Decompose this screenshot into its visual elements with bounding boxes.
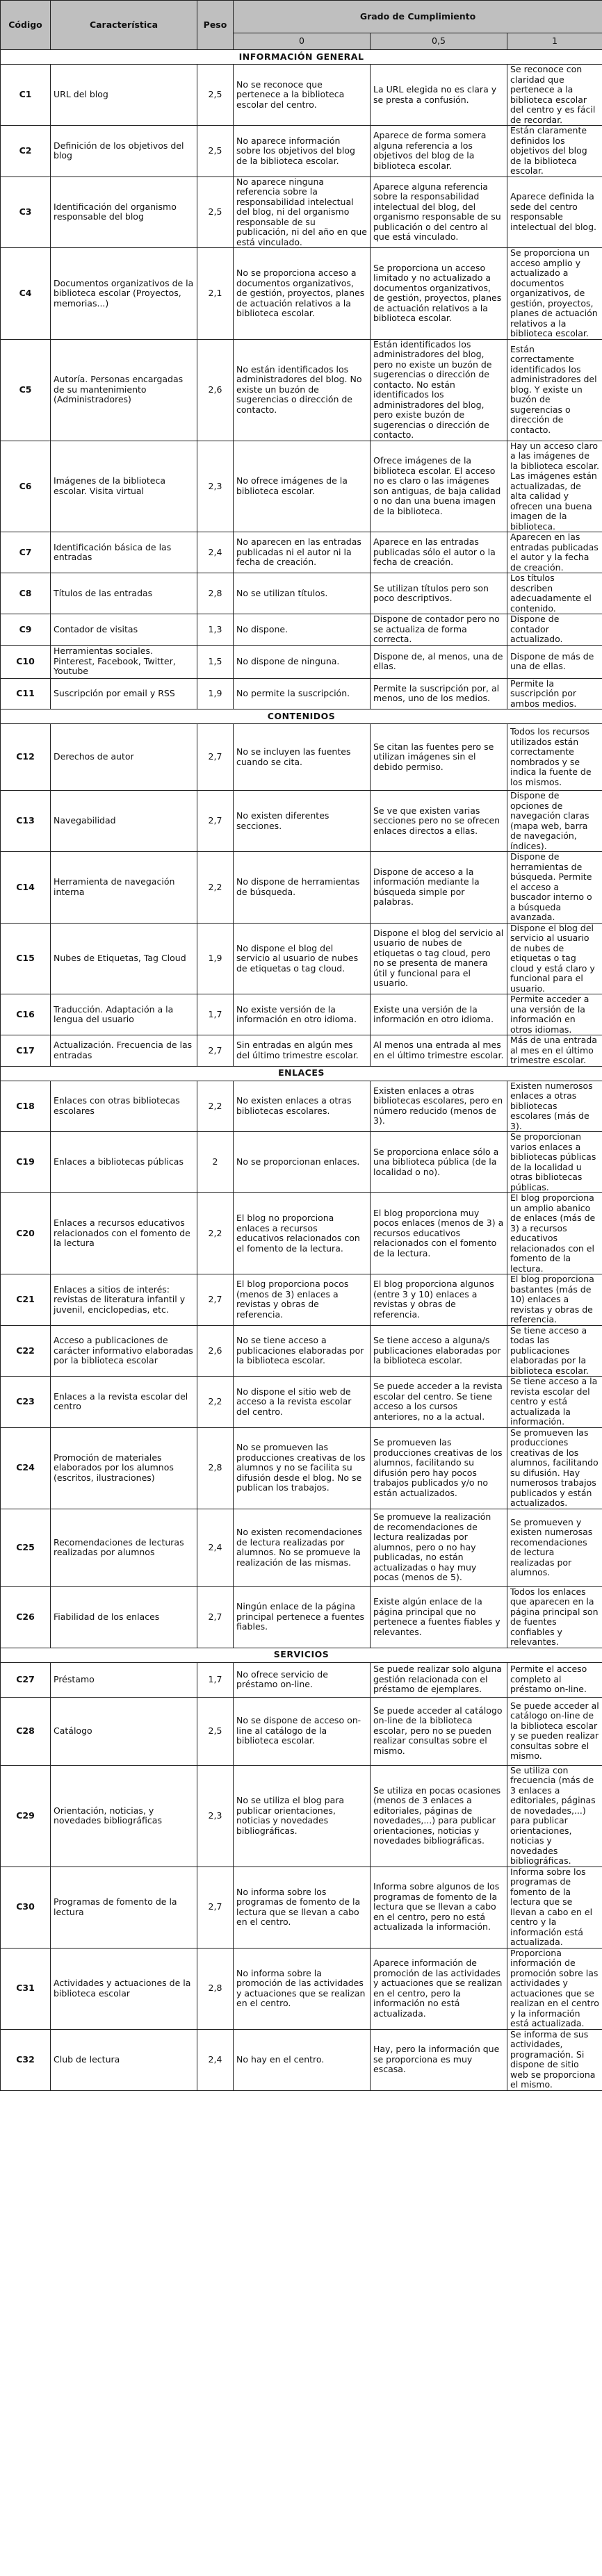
level-0-cell: No existen recomendaciones de lectura realizadas por alumnos. No se promueve la realización de las mismas. [234, 1509, 371, 1586]
criterion-weight: 2,5 [197, 1697, 234, 1765]
table-row [1, 852, 602, 924]
criterion-code: C3 [1, 177, 51, 248]
criterion-weight: 2,8 [197, 1427, 234, 1509]
table-row [1, 645, 602, 678]
criterion-weight: 2,2 [197, 1377, 234, 1428]
level-05-cell: Se utilizan títulos pero son poco descriptivos. [371, 573, 507, 614]
criterion-characteristic: Enlaces a bibliotecas públicas [51, 1132, 197, 1193]
level-0-cell: No dispone. [234, 614, 371, 646]
level-0-cell: No ofrece imágenes de la biblioteca escolar. [234, 441, 371, 532]
table-row [1, 441, 602, 532]
level-0-cell: No se tiene acceso a publicaciones elaboradas por la biblioteca escolar. [234, 1325, 371, 1377]
table-row [1, 724, 602, 791]
table-row [1, 1697, 602, 1765]
level-1-cell: Más de una entrada al mes en el último trimestre escolar. [507, 1035, 602, 1067]
criterion-weight: 2,5 [197, 126, 234, 177]
level-05-cell: Se citan las fuentes pero se utilizan imágenes sin el debido permiso. [371, 724, 507, 791]
level-1-cell: Dispone de opciones de navegación claras (mapa web, barra de navegación, índices). [507, 791, 602, 852]
criterion-weight: 1,9 [197, 923, 234, 994]
criterion-characteristic: Suscripción por email y RSS [51, 678, 197, 709]
criterion-code: C9 [1, 614, 51, 646]
criterion-characteristic: Identificación básica de las entradas [51, 532, 197, 573]
criterion-weight: 2,8 [197, 1948, 234, 2029]
criterion-characteristic: Enlaces con otras bibliotecas escolares [51, 1081, 197, 1132]
level-0-cell: No se utiliza el blog para publicar orientaciones, noticias y novedades bibliográficas. [234, 1765, 371, 1867]
table-row [1, 923, 602, 994]
criterion-code: C8 [1, 573, 51, 614]
header-level-1: 1 [507, 33, 602, 50]
level-1-cell: Dispone el blog del servicio al usuario de nubes de etiquetas o tag cloud y está claro y funcional para el usuario. [507, 923, 602, 994]
table-header [1, 1, 602, 50]
criterion-characteristic: Préstamo [51, 1662, 197, 1697]
criterion-code: C16 [1, 994, 51, 1035]
criterion-code: C14 [1, 852, 51, 924]
table-row [1, 1081, 602, 1132]
criterion-weight: 2,2 [197, 1193, 234, 1274]
level-1-cell: Existen numerosos enlaces a otras bibliotecas escolares (más de 3). [507, 1081, 602, 1132]
level-1-cell: Dispone de contador actualizado. [507, 614, 602, 646]
section-row [1, 709, 602, 724]
criterion-code: C26 [1, 1586, 51, 1648]
criterion-weight: 2,6 [197, 339, 234, 441]
level-0-cell: No se incluyen las fuentes cuando se cita. [234, 724, 371, 791]
level-05-cell: Existen enlaces a otras bibliotecas escolares, pero en número reducido (menos de 3). [371, 1081, 507, 1132]
criterion-code: C10 [1, 645, 51, 678]
criterion-code: C1 [1, 65, 51, 126]
level-0-cell: No dispone el blog del servicio al usuario de nubes de etiquetas o tag cloud. [234, 923, 371, 994]
criterion-code: C21 [1, 1274, 51, 1326]
level-0-cell: No permite la suscripción. [234, 678, 371, 709]
level-05-cell: Se promueve la realización de recomendaciones de lectura realizadas por alumnos, pero o no hay publicadas, no están actualizadas o hay muy pocas (menos de 5). [371, 1509, 507, 1586]
table-row [1, 994, 602, 1035]
criterion-characteristic: Actividades y actuaciones de la biblioteca escolar [51, 1948, 197, 2029]
level-05-cell: Existe algún enlace de la página principal que no pertenece a fuentes fiables y relevantes. [371, 1586, 507, 1648]
level-1-cell: Aparecen en las entradas publicadas el autor y la fecha de creación. [507, 532, 602, 573]
criterion-characteristic: Definición de los objetivos del blog [51, 126, 197, 177]
criterion-weight: 2,3 [197, 1765, 234, 1867]
criterion-code: C29 [1, 1765, 51, 1867]
criterion-code: C20 [1, 1193, 51, 1274]
criterion-weight: 2,5 [197, 65, 234, 126]
level-0-cell: No existen diferentes secciones. [234, 791, 371, 852]
level-1-cell: Se tiene acceso a todas las publicaciones elaboradas por la biblioteca escolar. [507, 1325, 602, 1377]
criterion-code: C24 [1, 1427, 51, 1509]
table-row [1, 791, 602, 852]
level-0-cell: No informa sobre la promoción de las actividades y actuaciones que se realizan en el centro. [234, 1948, 371, 2029]
level-1-cell: Dispone de más de una de ellas. [507, 645, 602, 678]
level-1-cell: Proporciona información de promoción sobre las actividades y actuaciones que se realizan en el centro y la información está actualizada. [507, 1948, 602, 2029]
table-row [1, 678, 602, 709]
table-row [1, 1377, 602, 1428]
criterion-weight: 2,4 [197, 2029, 234, 2090]
criterion-characteristic: Club de lectura [51, 2029, 197, 2090]
criterion-characteristic: Traducción. Adaptación a la lengua del usuario [51, 994, 197, 1035]
level-1-cell: Se promueven y existen numerosas recomendaciones de lectura realizadas por alumnos. [507, 1509, 602, 1586]
criterion-code: C17 [1, 1035, 51, 1067]
criterion-characteristic: Autoría. Personas encargadas de su mantenimiento (Administradores) [51, 339, 197, 441]
criterion-weight: 2,7 [197, 791, 234, 852]
table-row [1, 2029, 602, 2090]
criterion-characteristic: Recomendaciones de lecturas realizadas por alumnos [51, 1509, 197, 1586]
section-title: CONTENIDOS [1, 709, 602, 724]
level-0-cell: No se proporciona acceso a documentos organizativos, de gestión, proyectos, planes de actuación relativos a la biblioteca escolar. [234, 248, 371, 340]
criterion-code: C22 [1, 1325, 51, 1377]
level-05-cell: Aparece de forma somera alguna referencia a los objetivos del blog de la biblioteca escolar. [371, 126, 507, 177]
criterion-code: C2 [1, 126, 51, 177]
section-row [1, 50, 602, 65]
criterion-characteristic: Enlaces a sitios de interés: revistas de literatura infantil y juvenil, enciclopedias, etc. [51, 1274, 197, 1326]
level-0-cell: No se dispone de acceso on-line al catálogo de la biblioteca escolar. [234, 1697, 371, 1765]
level-1-cell: Se reconoce con claridad que pertenece a la biblioteca escolar del centro y es fácil de recordar. [507, 65, 602, 126]
level-1-cell: Se promueven las producciones creativas de los alumnos, facilitando su difusión. Hay numerosos trabajos publicados y están actualizados. [507, 1427, 602, 1509]
criterion-weight: 2,6 [197, 1325, 234, 1377]
criterion-weight: 1,7 [197, 994, 234, 1035]
level-1-cell: Están claramente definidos los objetivos del blog de la biblioteca escolar. [507, 126, 602, 177]
level-05-cell: Permite la suscripción por, al menos, uno de los medios. [371, 678, 507, 709]
level-0-cell: No existen enlaces a otras bibliotecas escolares. [234, 1081, 371, 1132]
criterion-code: C25 [1, 1509, 51, 1586]
level-05-cell: Ofrece imágenes de la biblioteca escolar. El acceso no es claro o las imágenes son antiguas, de baja calidad o no dan una buena imagen de la biblioteca. [371, 441, 507, 532]
criterion-characteristic: Orientación, noticias, y novedades bibliográficas [51, 1765, 197, 1867]
level-05-cell: Se proporciona un acceso limitado y no actualizado a documentos organizativos, de gestión, proyectos, planes de actuación relativos a la biblioteca escolar. [371, 248, 507, 340]
header-level-0: 0 [234, 33, 371, 50]
table-row [1, 532, 602, 573]
criterion-characteristic: Enlaces a la revista escolar del centro [51, 1377, 197, 1428]
level-0-cell: No ofrece servicio de préstamo on-line. [234, 1662, 371, 1697]
table-row [1, 1274, 602, 1326]
table-row [1, 248, 602, 340]
level-05-cell: Se tiene acceso a alguna/s publicaciones elaboradas por la biblioteca escolar. [371, 1325, 507, 1377]
level-05-cell: Se proporciona enlace sólo a una biblioteca pública (de la localidad o no). [371, 1132, 507, 1193]
criterion-characteristic: Herramientas sociales. Pinterest, Facebook, Twitter, Youtube [51, 645, 197, 678]
header-level-05: 0,5 [371, 33, 507, 50]
criterion-code: C27 [1, 1662, 51, 1697]
level-05-cell: Dispone de contador pero no se actualiza de forma correcta. [371, 614, 507, 646]
level-1-cell: Aparece definida la sede del centro responsable intelectual del blog. [507, 177, 602, 248]
criterion-characteristic: Fiabilidad de los enlaces [51, 1586, 197, 1648]
criterion-weight: 1,9 [197, 678, 234, 709]
level-1-cell: Se proporcionan varios enlaces a bibliotecas públicas de la localidad u otras bibliotecas públicas. [507, 1132, 602, 1193]
criterion-characteristic: Programas de fomento de la lectura [51, 1867, 197, 1948]
level-1-cell: Dispone de herramientas de búsqueda. Permite el acceso a buscador interno o a búsqueda avanzada. [507, 852, 602, 924]
criterion-characteristic: Catálogo [51, 1697, 197, 1765]
criterion-code: C15 [1, 923, 51, 994]
table-row [1, 177, 602, 248]
table-row [1, 339, 602, 441]
criterion-weight: 2,7 [197, 724, 234, 791]
criterion-code: C18 [1, 1081, 51, 1132]
level-1-cell: Informa sobre los programas de fomento de la lectura que se llevan a cabo en el centro y la información está actualizada. [507, 1867, 602, 1948]
level-05-cell: Están identificados los administradores del blog, pero no existe un buzón de sugerencias o dirección de contacto. No están identificados los administradores del blog, pero existe buzón de sugerencias o dirección de contacto. [371, 339, 507, 441]
level-0-cell: No aparece información sobre los objetivos del blog de la biblioteca escolar. [234, 126, 371, 177]
level-0-cell: No informa sobre los programas de fomento de la lectura que se llevan a cabo en el centro. [234, 1867, 371, 1948]
level-1-cell: Hay un acceso claro a las imágenes de la biblioteca escolar. Las imágenes están actualizadas, de alta calidad y ofrecen una buena imagen de la biblioteca. [507, 441, 602, 532]
section-row [1, 1648, 602, 1662]
criterion-code: C11 [1, 678, 51, 709]
level-1-cell: Se utiliza con frecuencia (más de 3 enlaces a editoriales, páginas de novedades,...) para publicar orientaciones, noticias y novedades bibliográficas. [507, 1765, 602, 1867]
criterion-weight: 2,7 [197, 1586, 234, 1648]
criterion-weight: 2,2 [197, 1081, 234, 1132]
level-0-cell: El blog proporciona pocos (menos de 3) enlaces a revistas y obras de referencia. [234, 1274, 371, 1326]
criterion-code: C4 [1, 248, 51, 340]
level-05-cell: Dispone el blog del servicio al usuario de nubes de etiquetas o tag cloud, pero no se presenta de manera útil y funcional para el usuario. [371, 923, 507, 994]
criterion-code: C23 [1, 1377, 51, 1428]
level-0-cell: No aparece ninguna referencia sobre la responsabilidad intelectual del blog, ni del organismo responsable de su publicación, ni del año en que está vinculado. [234, 177, 371, 248]
table-row [1, 1427, 602, 1509]
level-1-cell: Están correctamente identificados los administradores del blog. Y existe un buzón de sugerencias o dirección de contacto. [507, 339, 602, 441]
level-1-cell: El blog proporciona bastantes (más de 10) enlaces a revistas y obras de referencia. [507, 1274, 602, 1326]
criterion-weight: 2,3 [197, 441, 234, 532]
criterion-characteristic: Navegabilidad [51, 791, 197, 852]
header-caracteristica: Característica [51, 1, 197, 50]
level-05-cell: Aparece en las entradas publicadas sólo el autor o la fecha de creación. [371, 532, 507, 573]
level-05-cell: Se puede acceder al catálogo on-line de la biblioteca escolar, pero no se pueden realizar consultas sobre el mismo. [371, 1697, 507, 1765]
level-1-cell: El blog proporciona un amplio abanico de enlaces (más de 3) a recursos educativos relacionados con el fomento de la lectura. [507, 1193, 602, 1274]
level-0-cell: No se reconoce que pertenece a la biblioteca escolar del centro. [234, 65, 371, 126]
table-row [1, 1948, 602, 2029]
level-0-cell: Sin entradas en algún mes del último trimestre escolar. [234, 1035, 371, 1067]
section-row [1, 1066, 602, 1081]
criterion-characteristic: Promoción de materiales elaborados por los alumnos (escritos, ilustraciones) [51, 1427, 197, 1509]
table-row [1, 1662, 602, 1697]
table-row [1, 1586, 602, 1648]
level-1-cell: Se informa de sus actividades, programación. Si dispone de sitio web se proporciona el mismo. [507, 2029, 602, 2090]
table-row [1, 1509, 602, 1586]
level-1-cell: Se proporciona un acceso amplio y actualizado a documentos organizativos, de gestión, proyectos, planes de actuación relativos a la biblioteca escolar. [507, 248, 602, 340]
section-title: SERVICIOS [1, 1648, 602, 1662]
header-grado: Grado de Cumplimiento [234, 1, 602, 33]
criterion-characteristic: Documentos organizativos de la biblioteca escolar (Proyectos, memorias...) [51, 248, 197, 340]
level-05-cell: Se promueven las producciones creativas de los alumnos, facilitando su difusión pero hay pocos trabajos publicados y/o no están actualizados. [371, 1427, 507, 1509]
criterion-characteristic: Contador de visitas [51, 614, 197, 646]
table-body [1, 50, 602, 2091]
criterion-characteristic: Acceso a publicaciones de carácter informativo elaboradas por la biblioteca escolar [51, 1325, 197, 1377]
level-0-cell: No aparecen en las entradas publicadas ni el autor ni la fecha de creación. [234, 532, 371, 573]
level-1-cell: Los títulos describen adecuadamente el contenido. [507, 573, 602, 614]
level-05-cell: Dispone de acceso a la información mediante la búsqueda simple por palabras. [371, 852, 507, 924]
table-row [1, 573, 602, 614]
table-row [1, 65, 602, 126]
level-1-cell: Permite acceder a una versión de la información en otros idiomas. [507, 994, 602, 1035]
criterion-code: C30 [1, 1867, 51, 1948]
criterion-weight: 1,3 [197, 614, 234, 646]
criterion-weight: 2,2 [197, 852, 234, 924]
level-0-cell: No existe versión de la información en otro idioma. [234, 994, 371, 1035]
level-0-cell: No se utilizan títulos. [234, 573, 371, 614]
level-0-cell: Ningún enlace de la página principal pertenece a fuentes fiables. [234, 1586, 371, 1648]
level-05-cell: Dispone de, al menos, una de ellas. [371, 645, 507, 678]
criterion-code: C28 [1, 1697, 51, 1765]
criterion-characteristic: Enlaces a recursos educativos relacionados con el fomento de la lectura [51, 1193, 197, 1274]
level-05-cell: Se puede realizar solo alguna gestión relacionada con el préstamo de ejemplares. [371, 1662, 507, 1697]
level-05-cell: Aparece alguna referencia sobre la responsabilidad intelectual del blog, del organismo responsable de su publicación o del centro al que está vinculado. [371, 177, 507, 248]
criterion-characteristic: Actualización. Frecuencia de las entradas [51, 1035, 197, 1067]
criterion-code: C13 [1, 791, 51, 852]
level-05-cell: El blog proporciona muy pocos enlaces (menos de 3) a recursos educativos relacionados con el fomento de la lectura. [371, 1193, 507, 1274]
level-0-cell: No hay en el centro. [234, 2029, 371, 2090]
level-0-cell: No están identificados los administradores del blog. No existe un buzón de sugerencias o dirección de contacto. [234, 339, 371, 441]
level-0-cell: No se proporcionan enlaces. [234, 1132, 371, 1193]
criterion-weight: 2,4 [197, 1509, 234, 1586]
level-1-cell: Se tiene acceso a la revista escolar del centro y está actualizada la información. [507, 1377, 602, 1428]
level-05-cell: Aparece información de promoción de las actividades y actuaciones que se realizan en el centro, pero la información no está actualizada. [371, 1948, 507, 2029]
level-1-cell: Permite la suscripción por ambos medios. [507, 678, 602, 709]
criterion-weight: 2,4 [197, 532, 234, 573]
criterion-characteristic: Títulos de las entradas [51, 573, 197, 614]
table-row [1, 614, 602, 646]
criterion-weight: 1,5 [197, 645, 234, 678]
criterion-code: C12 [1, 724, 51, 791]
level-0-cell: No dispone el sitio web de acceso a la revista escolar del centro. [234, 1377, 371, 1428]
table-row [1, 1765, 602, 1867]
table-row [1, 1132, 602, 1193]
criterion-weight: 2,5 [197, 177, 234, 248]
criterion-code: C32 [1, 2029, 51, 2090]
level-05-cell: El blog proporciona algunos (entre 3 y 10) enlaces a revistas y obras de referencia. [371, 1274, 507, 1326]
criterion-code: C19 [1, 1132, 51, 1193]
section-title: INFORMACIÓN GENERAL [1, 50, 602, 65]
criterion-code: C5 [1, 339, 51, 441]
level-0-cell: No dispone de ninguna. [234, 645, 371, 678]
criterion-characteristic: Nubes de Etiquetas, Tag Cloud [51, 923, 197, 994]
level-05-cell: La URL elegida no es clara y se presta a confusión. [371, 65, 507, 126]
level-0-cell: No dispone de herramientas de búsqueda. [234, 852, 371, 924]
level-05-cell: Al menos una entrada al mes en el último trimestre escolar. [371, 1035, 507, 1067]
level-05-cell: Informa sobre algunos de los programas de fomento de la lectura que se llevan a cabo en el centro, pero no está actualizada la información. [371, 1867, 507, 1948]
level-1-cell: Todos los recursos utilizados están correctamente nombrados y se indica la fuente de los mismos. [507, 724, 602, 791]
criterion-characteristic: Herramienta de navegación interna [51, 852, 197, 924]
header-codigo: Código [1, 1, 51, 50]
level-1-cell: Se puede acceder al catálogo on-line de la biblioteca escolar y se pueden realizar consultas sobre el mismo. [507, 1697, 602, 1765]
level-05-cell: Existe una versión de la información en otro idioma. [371, 994, 507, 1035]
header-peso: Peso [197, 1, 234, 50]
table-row [1, 126, 602, 177]
criterion-characteristic: Identificación del organismo responsable del blog [51, 177, 197, 248]
level-05-cell: Se ve que existen varias secciones pero no se ofrecen enlaces directos a ellas. [371, 791, 507, 852]
criterion-code: C6 [1, 441, 51, 532]
level-05-cell: Se puede acceder a la revista escolar del centro. Se tiene acceso a los cursos anteriores, no a la actual. [371, 1377, 507, 1428]
criterion-weight: 2,7 [197, 1035, 234, 1067]
criterion-weight: 2,7 [197, 1867, 234, 1948]
criterion-weight: 2,7 [197, 1274, 234, 1326]
criterion-characteristic: Imágenes de la biblioteca escolar. Visita virtual [51, 441, 197, 532]
criterion-characteristic: URL del blog [51, 65, 197, 126]
table-row [1, 1867, 602, 1948]
level-1-cell: Permite el acceso completo al préstamo on-line. [507, 1662, 602, 1697]
criterion-weight: 2 [197, 1132, 234, 1193]
table-row [1, 1193, 602, 1274]
level-05-cell: Hay, pero la información que se proporciona es muy escasa. [371, 2029, 507, 2090]
level-0-cell: El blog no proporciona enlaces a recursos educativos relacionados con el fomento de la lectura. [234, 1193, 371, 1274]
criterion-code: C7 [1, 532, 51, 573]
criterion-weight: 2,8 [197, 573, 234, 614]
level-05-cell: Se utiliza en pocas ocasiones (menos de 3 enlaces a editoriales, páginas de novedades,...) para publicar orientaciones, noticias y novedades bibliográficas. [371, 1765, 507, 1867]
level-0-cell: No se promueven las producciones creativas de los alumnos y no se facilita su difusión desde el blog. No se publican los trabajos. [234, 1427, 371, 1509]
criterion-code: C31 [1, 1948, 51, 2029]
table-row [1, 1325, 602, 1377]
level-1-cell: Todos los enlaces que aparecen en la página principal son de fuentes confiables y relevantes. [507, 1586, 602, 1648]
criterion-weight: 1,7 [197, 1662, 234, 1697]
table-row [1, 1035, 602, 1067]
criterion-characteristic: Derechos de autor [51, 724, 197, 791]
criterion-weight: 2,1 [197, 248, 234, 340]
section-title: ENLACES [1, 1066, 602, 1081]
